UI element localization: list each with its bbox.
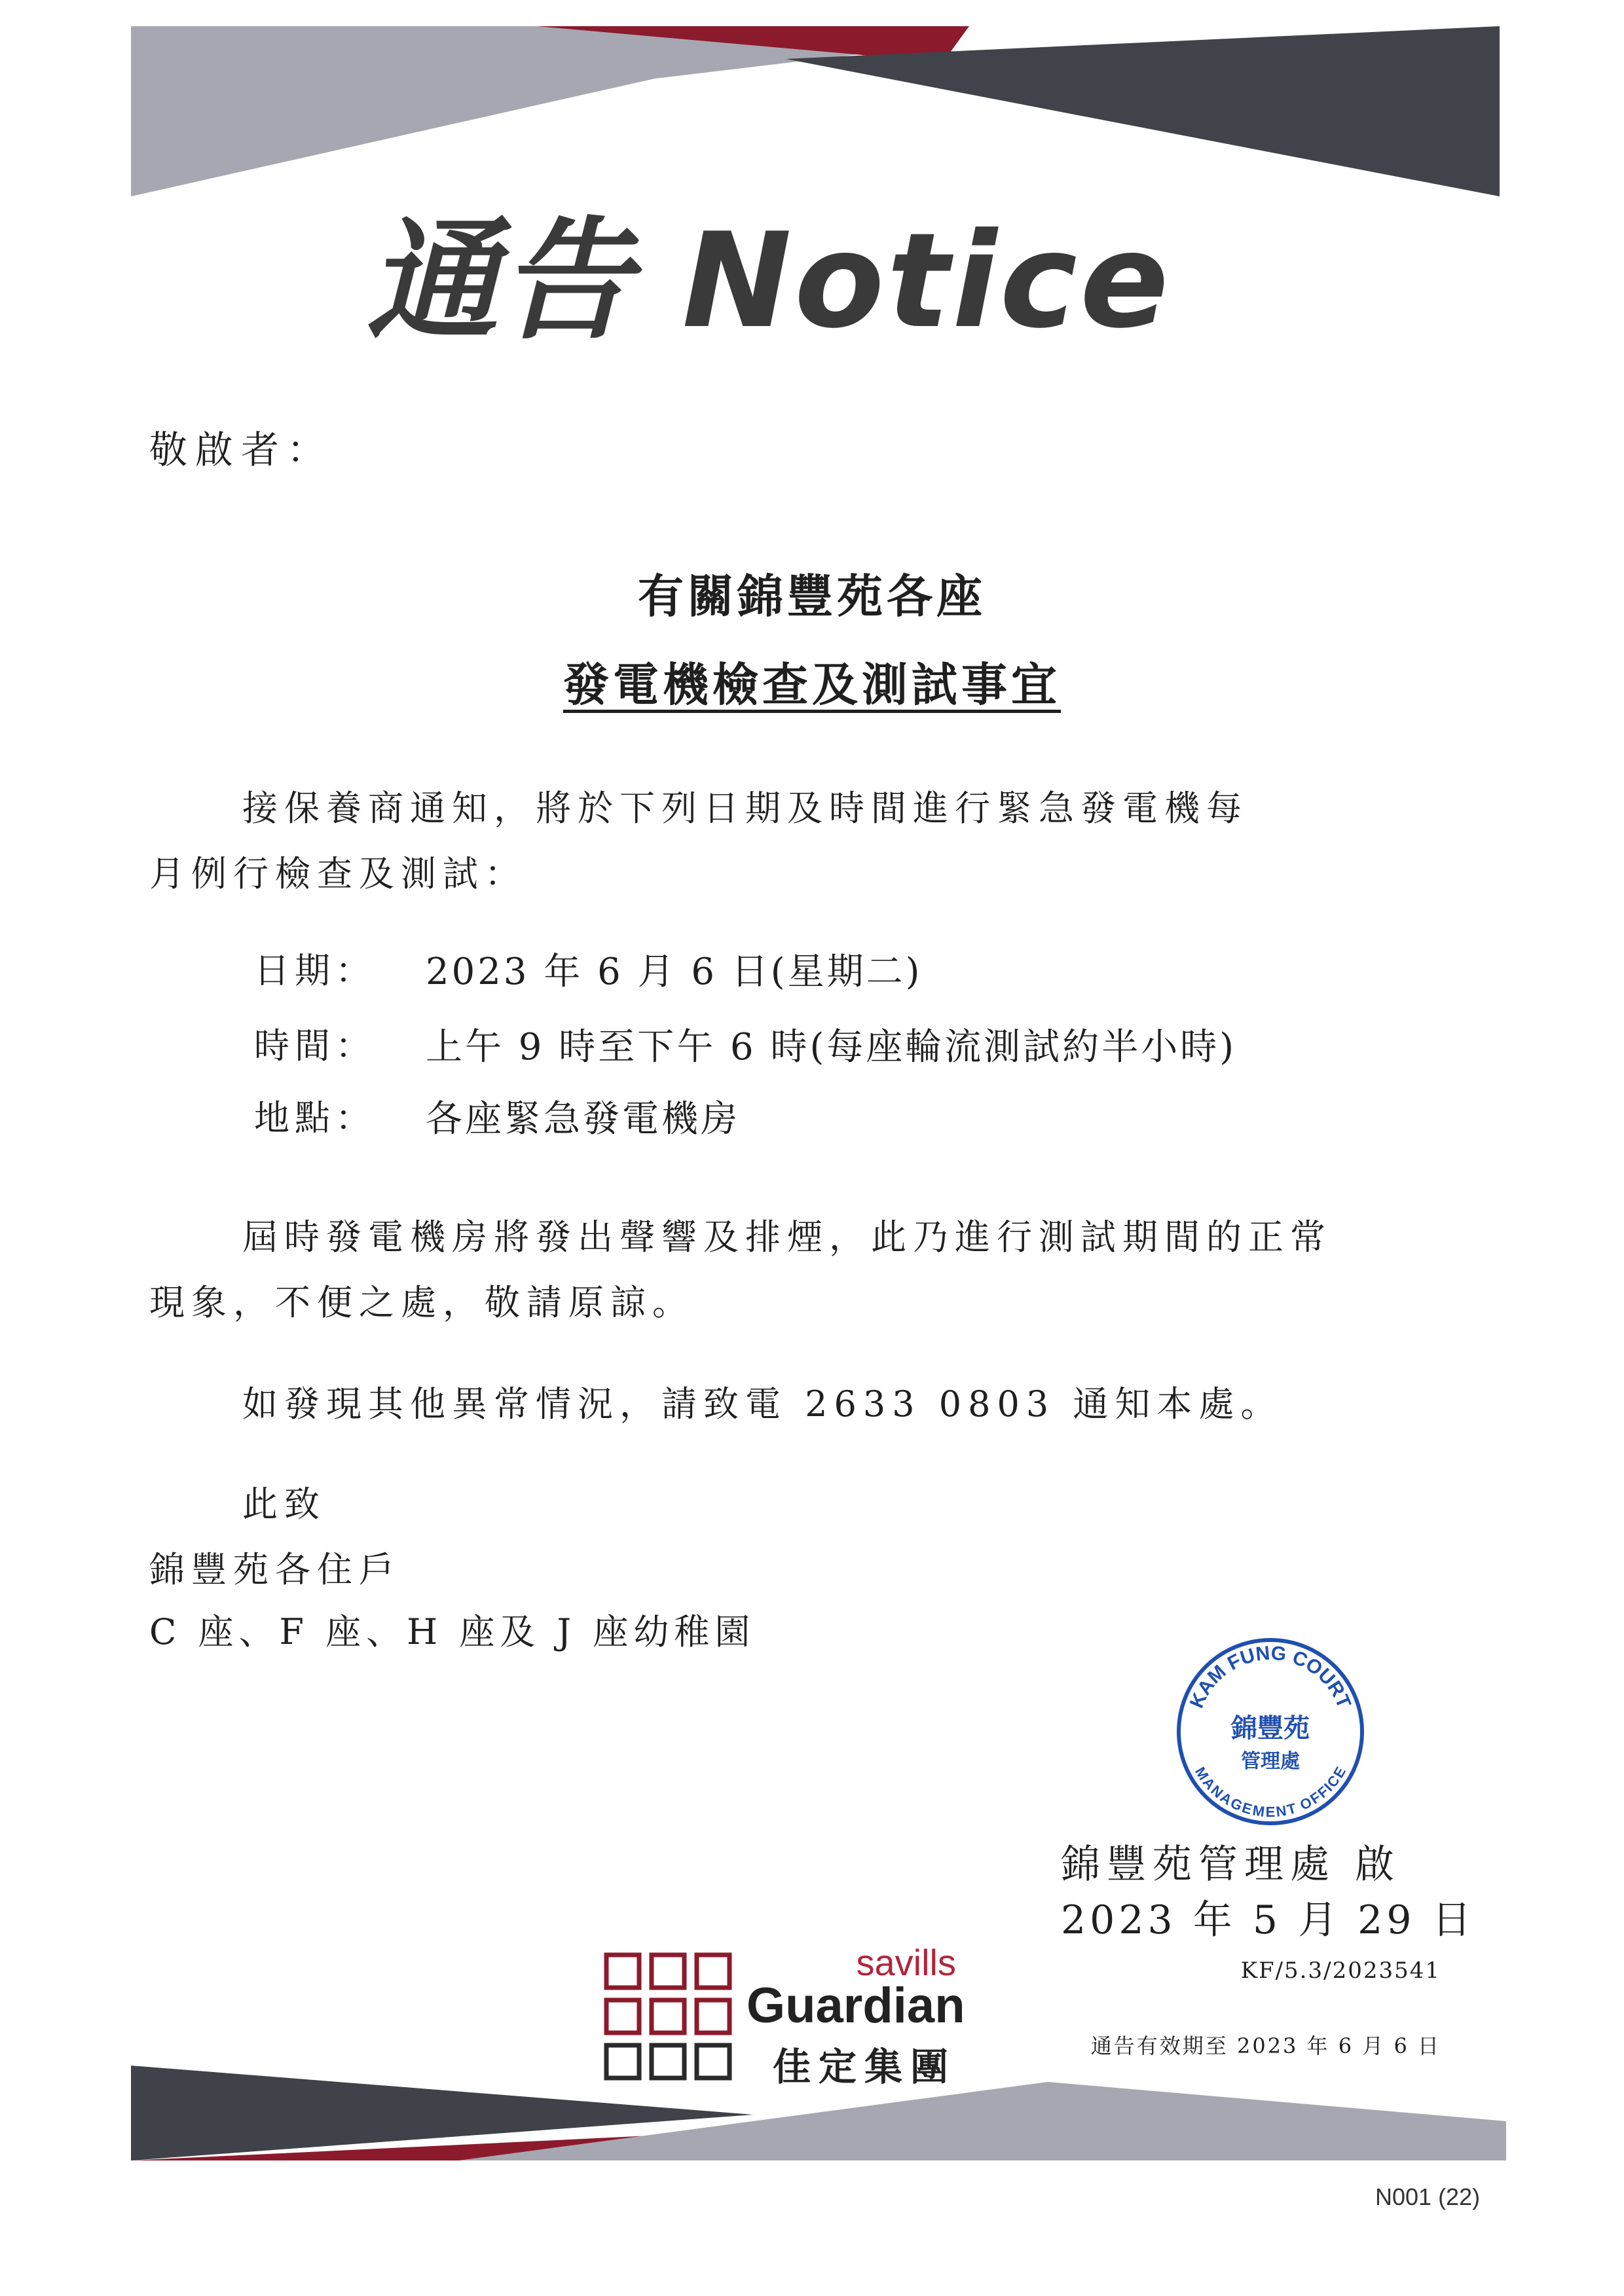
stamp-top-text: KAM FUNG COURT <box>1185 1642 1356 1711</box>
svg-text:KAM FUNG COURT <box>1186 1643 1355 1711</box>
brand-chinese-name: 佳定集團 <box>772 2045 956 2089</box>
footer-decorative-band <box>0 2062 1624 2167</box>
reference-number: KF/5.3/2023541 <box>1240 1958 1441 1984</box>
paragraph-2-line-2: 現象，不便之處，敬請原諒。 <box>149 1282 694 1323</box>
closing-line-3: C 座、F 座、H 座及 J 座幼稚園 <box>149 1611 756 1652</box>
salutation: 敬啟者： <box>149 428 333 472</box>
location-value: 各座緊急發電機房 <box>426 1098 740 1140</box>
closing-line-1: 此致 <box>242 1484 326 1525</box>
paragraph-1-line-2: 月例行檢查及測試： <box>149 853 526 894</box>
date-label: 日期： <box>254 950 376 991</box>
signature-office: 錦豐苑管理處 啟 <box>1061 1842 1401 1887</box>
subject-line-2-text: 發電機檢查及測試事宜 <box>563 657 1061 712</box>
signature-date: 2023 年 5 月 29 日 <box>1061 1897 1475 1943</box>
notice-title: 通告 Notice <box>367 205 1172 357</box>
paragraph-3: 如發現其他異常情況，請致電 2633 0803 通知本處。 <box>242 1383 1283 1425</box>
time-value: 上午 9 時至下午 6 時(每座輪流測試約半小時) <box>426 1026 1237 1068</box>
brand-savills: savills <box>856 1942 956 1983</box>
closing-line-2: 錦豐苑各住戶 <box>149 1549 401 1590</box>
stamp-bottom-text: MANAGEMENT OFFICE <box>1192 1764 1350 1821</box>
time-label: 時間： <box>254 1025 376 1066</box>
subject-line-1: 有關錦豐苑各座 <box>638 569 986 623</box>
form-code: N001 (22) <box>1375 2183 1481 2210</box>
management-office-stamp <box>1172 1633 1369 1830</box>
header-decorative-band <box>0 0 1624 216</box>
location-label: 地點： <box>254 1097 376 1139</box>
stamp-middle-text: 錦豐苑 <box>1231 1713 1310 1743</box>
subject-line-2 <box>0 648 1624 714</box>
stamp-inner-text: 管理處 <box>1241 1750 1300 1773</box>
paragraph-1-line-1: 接保養商通知，將於下列日期及時間進行緊急發電機每 <box>242 788 1248 829</box>
brand-guardian: Guardian <box>747 1978 965 2033</box>
validity-notice: 通告有效期至 2023 年 6 月 6 日 <box>1090 2033 1441 2058</box>
paragraph-2-line-1: 屆時發電機房將發出聲響及排煙，此乃進行測試期間的正常 <box>242 1216 1332 1258</box>
date-value: 2023 年 6 月 6 日(星期二) <box>426 951 923 993</box>
